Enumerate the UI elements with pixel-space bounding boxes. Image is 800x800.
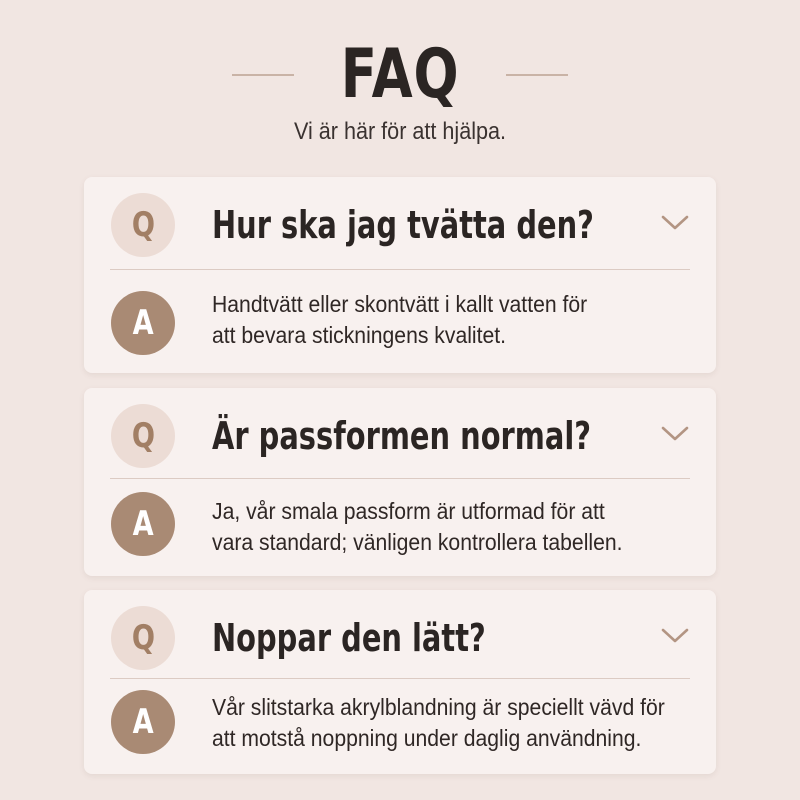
page-title: FAQ	[340, 35, 460, 114]
faq-item-3[interactable]	[84, 590, 716, 774]
faq-question-row[interactable]	[84, 177, 716, 269]
faq-answer-line: vara standard; vänligen kontrollera tabellen.	[212, 529, 623, 555]
faq-answer-text	[212, 692, 663, 754]
answer-badge: A	[111, 492, 175, 556]
faq-question-text: Hur ska jag tvätta den?	[212, 203, 594, 247]
faq-answer-line: Vår slitstarka akrylblandning är speciellt vävd för	[212, 694, 665, 720]
answer-badge: A	[111, 291, 175, 355]
faq-item-2[interactable]	[84, 388, 716, 576]
title-rule-left	[232, 74, 294, 76]
chevron-down-icon[interactable]	[660, 624, 690, 646]
chevron-down-icon[interactable]	[660, 422, 690, 444]
page-subtitle: Vi är här för att hjälpa.	[293, 118, 507, 145]
faq-answer-text	[212, 289, 663, 351]
faq-divider	[110, 678, 690, 679]
faq-question-text: Är passformen normal?	[212, 414, 592, 458]
faq-question-row[interactable]	[84, 388, 716, 480]
question-badge: Q	[111, 606, 175, 670]
faq-question-text: Noppar den lätt?	[212, 616, 486, 660]
title-row	[0, 30, 800, 120]
faq-answer-line: att bevara stickningens kvalitet.	[212, 322, 507, 348]
faq-divider	[110, 478, 690, 479]
title-rule-right	[506, 74, 568, 76]
question-badge: Q	[111, 404, 175, 468]
faq-item-1[interactable]	[84, 177, 716, 373]
answer-badge: A	[111, 690, 175, 754]
chevron-down-icon[interactable]	[660, 211, 690, 233]
faq-answer-text	[212, 496, 663, 558]
faq-answer-line: att motstå noppning under daglig användning.	[212, 725, 642, 751]
faq-answer-line: Handtvätt eller skontvätt i kallt vatten för	[212, 291, 588, 317]
faq-answer-line: Ja, vår smala passform är utformad för att	[212, 498, 605, 524]
faq-question-row[interactable]	[84, 590, 716, 682]
question-badge: Q	[111, 193, 175, 257]
faq-header	[0, 0, 800, 170]
faq-divider	[110, 269, 690, 270]
